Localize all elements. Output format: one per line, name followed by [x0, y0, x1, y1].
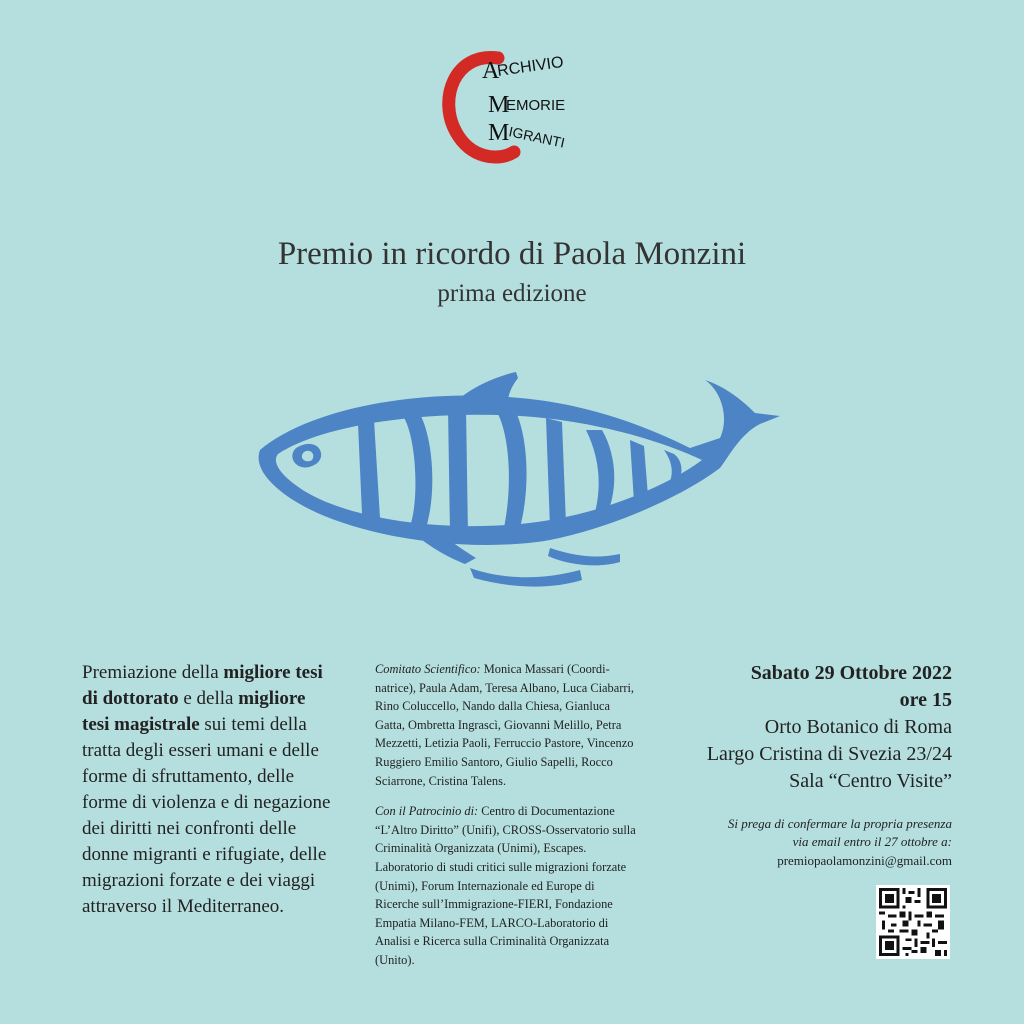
patronage: [375, 802, 637, 969]
rsvp-email[interactable]: premiopaolamonzini@gmail.com: [777, 853, 952, 868]
fish-illustration: [250, 368, 785, 590]
archivio-memorie-migranti-logo: [436, 40, 586, 170]
event-venue: Orto Botanico di Roma: [764, 716, 952, 738]
logo-line3: IGRANTI: [507, 123, 567, 151]
patronage-list: Centro di Documentazione “L’Altro Diritto” (Unifi), CROSS-Osservatorio sulla Criminalità Organizzata (Unimi), Escapes. Laboratorio di studi critici sulle migrazioni forzate (Unimi), Forum Internazionale ed Europe di Ricerche sull’Immigrazione-FIERI, Fondazione Empatia Milano-FEM, LARCO-Laboratorio di Analisi e Ricerca sulla Criminalità Organizzata (Unito).: [375, 804, 636, 967]
committee-label: Comitato Scientifico:: [375, 662, 481, 676]
qr-code[interactable]: [876, 885, 950, 959]
award-text-part2: e della: [178, 688, 239, 709]
event-date: Sabato 29 Ottobre 2022: [750, 662, 952, 684]
patronage-label: Con il Patrocinio di:: [375, 804, 479, 819]
event-address: Largo Cristina di Svezia 23/24: [706, 743, 952, 765]
rsvp-note-line1: Si prega di confermare la propria presenza: [727, 816, 952, 831]
credits-column: [375, 660, 637, 982]
committee-members: Monica Massari (Coordi-natrice), Paula Adam, Teresa Albano, Luca Ciabarri, Rino Coluccello, Nando dalla Chiesa, Gianluca Gatta, Ombretta Ingrascì, Giovanni Melillo, Petra Mezzetti, Letizia Paoli, Ferruccio Pastore, Vincenzo Ruggiero Emilio Santoro, Giulio Sapelli, Rocco Sciarrone, Cristina Talens.: [375, 662, 635, 788]
logo-initial-m2: M: [488, 120, 510, 146]
page-subtitle: prima edizione: [437, 280, 587, 307]
logo-line1: RCHIVIO: [496, 53, 565, 80]
scientific-committee: [375, 660, 637, 790]
rsvp-note-line2: via email entro il 27 ottobre a:: [792, 834, 952, 849]
award-text-part3: sui temi della tratta degli esseri umani e delle forme di sfruttamento, delle forme di violenza e di negazione dei diritti nei confronti delle donne migranti e rifugiate, delle migrazioni forzate e dei viaggi attraverso il Mediterraneo.: [82, 714, 331, 917]
award-master-thesis: migliore tesi magistrale: [82, 688, 306, 735]
award-phd-thesis: migliore tesi di dottorato: [82, 662, 323, 709]
logo-line2: EMORIE: [506, 97, 566, 114]
logo-initial-a: A: [482, 58, 500, 84]
award-text-part1: Premiazione della: [82, 662, 224, 683]
event-details: [632, 660, 952, 871]
event-room: Sala “Centro Visite”: [789, 770, 952, 792]
award-description: [82, 660, 332, 920]
logo-initial-m1: M: [488, 92, 510, 118]
page-title: Premio in ricordo di Paola Monzini: [277, 236, 747, 272]
event-time: ore 15: [899, 689, 952, 711]
